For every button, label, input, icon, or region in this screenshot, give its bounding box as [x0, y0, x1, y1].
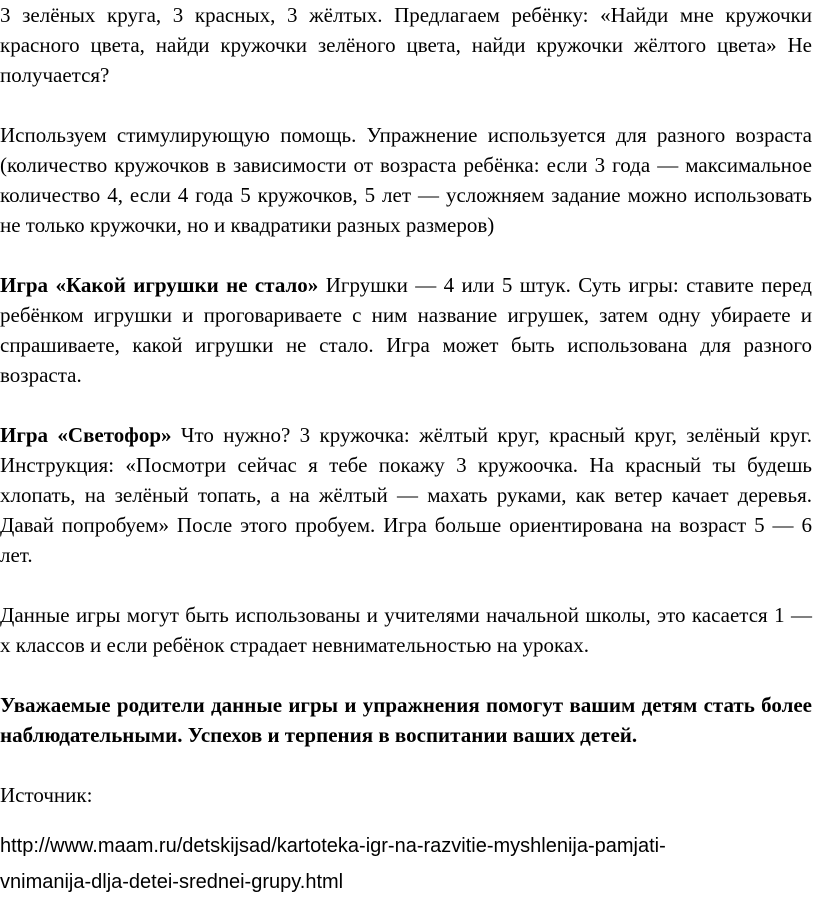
source-link[interactable]: [0, 828, 812, 900]
paragraph-gap: [0, 90, 812, 120]
paragraph-stimulating-help: Используем стимулирующую помощь. Упражнение используется для разного возраста (количество кружочков в зависимости от возраста ребёнка: если 3 года — максимальное количество 4, если 4 года 5 кружочков, 5 лет — усложняем задание можно использовать не только кружочки, но и квадратики разных размеров): [0, 123, 812, 237]
paragraph-gap: [0, 390, 812, 420]
paragraph-circles-exercise: 3 зелёных круга, 3 красных, 3 жёлтых. Предлагаем ребёнку: «Найди мне кружочки красного цвета, найди кружочки зелёного цвета, найди кружочки жёлтого цвета» Не получается?: [0, 3, 812, 87]
game-title-missing-toy: Игра «Какой игрушки не стало»: [0, 273, 319, 297]
paragraph-traffic-light-game: [0, 420, 812, 570]
paragraph-parents-note: Уважаемые родители данные игры и упражнения помогут вашим детям стать более наблюдательными. Успехов и терпения в воспитании ваших детей.: [0, 693, 812, 747]
game-title-traffic-light: Игра «Светофор»: [0, 423, 172, 447]
paragraph-missing-toy-game: [0, 270, 812, 390]
source-url-line-2[interactable]: vnimanija-dlja-detei-srednei-grupy.html: [0, 871, 344, 893]
game-body-missing-toy: Игрушки — 4 или 5 штук. Суть игры: ставите перед ребёнком игрушки и проговариваете с ним название игрушек, затем одну убираете и спрашиваете, какой игрушки не стало. Игра может быть использована для разного возраста.: [0, 273, 812, 387]
paragraph-school-teachers: Данные игры могут быть использованы и учителями начальной школы, это касается 1 — х классов и если ребёнок страдает невнимательностью на уроках.: [0, 603, 812, 657]
game-body-traffic-light: Что нужно? 3 кружочка: жёлтый круг, красный круг, зелёный круг. Инструкция: «Посмотри сейчас я тебе покажу 3 кружоочка. На красный ты будешь хлопать, на зелёный топать, а на жёлтый — махать руками, как ветер качает деревья. Давай попробуем» После этого пробуем. Игра больше ориентирована на возраст 5 — 6 лет.: [0, 423, 812, 567]
paragraph-gap: [0, 750, 812, 780]
paragraph-gap: [0, 660, 812, 690]
source-label: Источник:: [0, 783, 93, 807]
source-url-line-1[interactable]: http://www.maam.ru/detskijsad/kartoteka-igr-na-razvitie-myshlenija-pamjati-: [0, 835, 666, 857]
paragraph-gap: [0, 240, 812, 270]
paragraph-gap: [0, 570, 812, 600]
